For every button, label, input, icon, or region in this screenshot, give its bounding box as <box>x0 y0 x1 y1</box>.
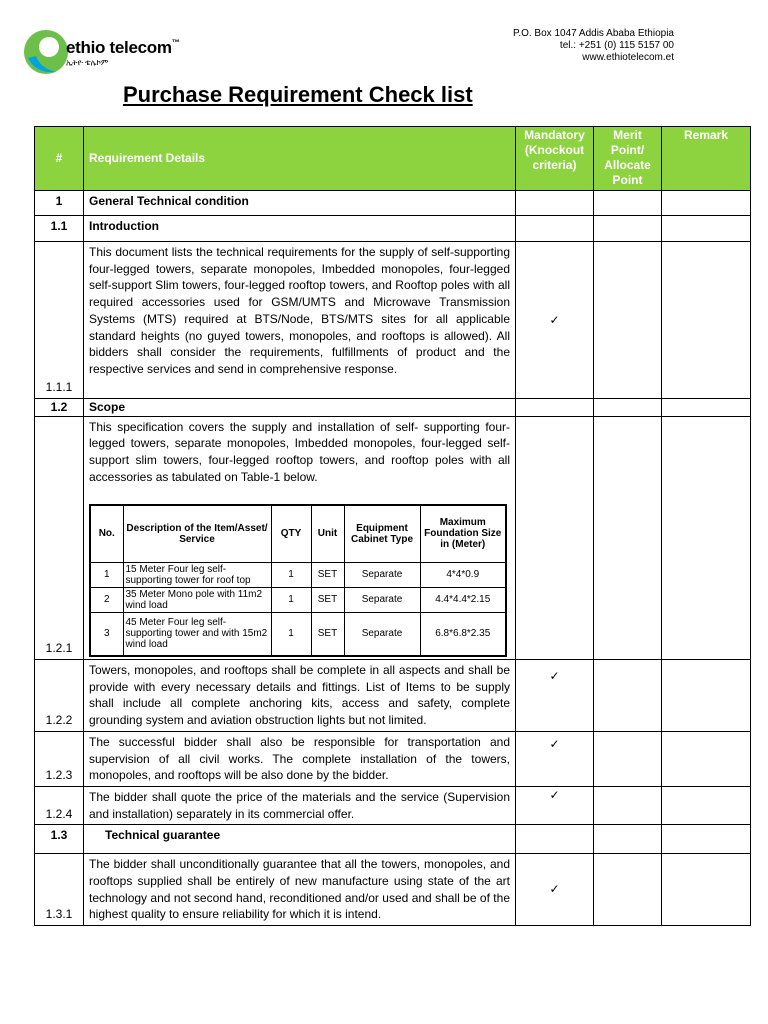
website: www.ethiotelecom.et <box>582 52 674 63</box>
header-mandatory: Mandatory (Knockout criteria) <box>516 127 594 191</box>
po-box: P.O. Box 1047 Addis Ababa Ethiopia <box>512 28 674 39</box>
logo-subtext: ኢትዮ ቴሌኮም <box>66 58 109 67</box>
table-row: 1.2.3 The successful bidder shall also be responsible for transportation and supervision of all civil works. The complete installation of the towers, monopoles, and rooftops will be also done by the bidder. ✓ <box>35 731 751 786</box>
table-header <box>35 127 751 191</box>
table-row: 1.2.2 Towers, monopoles, and rooftops shall be complete in all aspects and shall be provide with every necessary details and fittings. List of Items to be supply shall include all complete anchoring kits, access and safety, complete grounding system and aviation obstruction lights but not limited. ✓ <box>35 660 751 732</box>
header-requirement: Requirement Details <box>84 127 516 191</box>
logo-text: ethio telecom™ <box>66 38 180 57</box>
subtable-row: 2 35 Meter Mono pole with 11m2 wind load 1 SET Separate 4.4*4.4*2.15 <box>90 587 506 612</box>
subtable-header: No. Description of the Item/Asset/ Service QTY Unit Equipment Cabinet Type Maximum Foundation Size in (Meter) <box>90 505 506 563</box>
table-row: 1.1.1 This document lists the technical requirements for the supply of self-supporting four-legged towers, separate monopoles, Imbedded monopoles, four-legged self-support Slim towers, four-legged rooftop towers, and Rooftop poles with all required accessories used for GSM/UMTS and Microwave Transmission Systems (MTS) required at BTS/Node, BTS/MTS sites for all applicable standard heights (no guyed towers, monopoles, and rooftops is allowed). All bidders shall consider the requirements, fulfillments of product and the respective services and send in comprehensive response. ✓ <box>35 242 751 399</box>
header-number: # <box>35 127 84 191</box>
header-merit: Merit Point/ Allocate Point <box>594 127 662 191</box>
page-title: Purchase Requirement Check list <box>123 82 473 107</box>
check-icon: ✓ <box>516 660 594 732</box>
table-row: 1.2 Scope <box>35 399 751 417</box>
table-row: 1.2.1 This specification covers the supply and installation of self- supporting four-legged towers, separate monopoles, Imbedded monopoles, four-legged self-support slim towers, four-legged rooftop towers, and rooftop poles with all accessories as tabulated on Table-1 below. No. Description of the Item/Asset/ Service QTY Unit Equipment Cabinet Type Maximum Foundation Size in (Meter) 1 15 Meter Four leg self-supporting tower for roof top 1 SET Separate 4*4*0.9 2 35 Meter Mono pole with 11m2 wind load 1 SET Separate 4.4*4.4*2.15 3 45 Meter Four leg self-supporting tower and with 15m2 wind load 1 SET Separate 6.8*6.8*2.35 <box>35 416 751 659</box>
subtable-row: 1 15 Meter Four leg self-supporting tower for roof top 1 SET Separate 4*4*0.9 <box>90 562 506 587</box>
header-remark: Remark <box>662 127 751 191</box>
check-icon: ✓ <box>516 854 594 926</box>
table-row: 1 General Technical condition <box>35 191 751 216</box>
table-row: 1.3 Technical guarantee <box>35 825 751 854</box>
table-row: 1.1 Introduction <box>35 216 751 242</box>
checklist-table <box>34 126 751 926</box>
contact-info <box>470 28 674 64</box>
subtable-row: 3 45 Meter Four leg self-supporting tower and with 15m2 wind load 1 SET Separate 6.8*6.8*2.35 <box>90 612 506 656</box>
table-row: 1.2.4 The bidder shall quote the price of the materials and the service (Supervision and installation) separately in its commercial offer. ✓ <box>35 786 751 824</box>
table-1-items <box>89 504 507 658</box>
check-icon: ✓ <box>516 786 594 824</box>
table-row: 1.3.1 The bidder shall unconditionally guarantee that all the towers, monopoles, and rooftops supplied shall be entirely of new manufacture using state of the art technology and not second hand, reconditioned and/or used and shall be of the highest quality to ensure reliability for which it is intend. ✓ <box>35 854 751 926</box>
telephone: tel.: +251 (0) 115 5157 00 <box>559 40 674 51</box>
check-icon: ✓ <box>516 242 594 399</box>
check-icon: ✓ <box>516 731 594 786</box>
